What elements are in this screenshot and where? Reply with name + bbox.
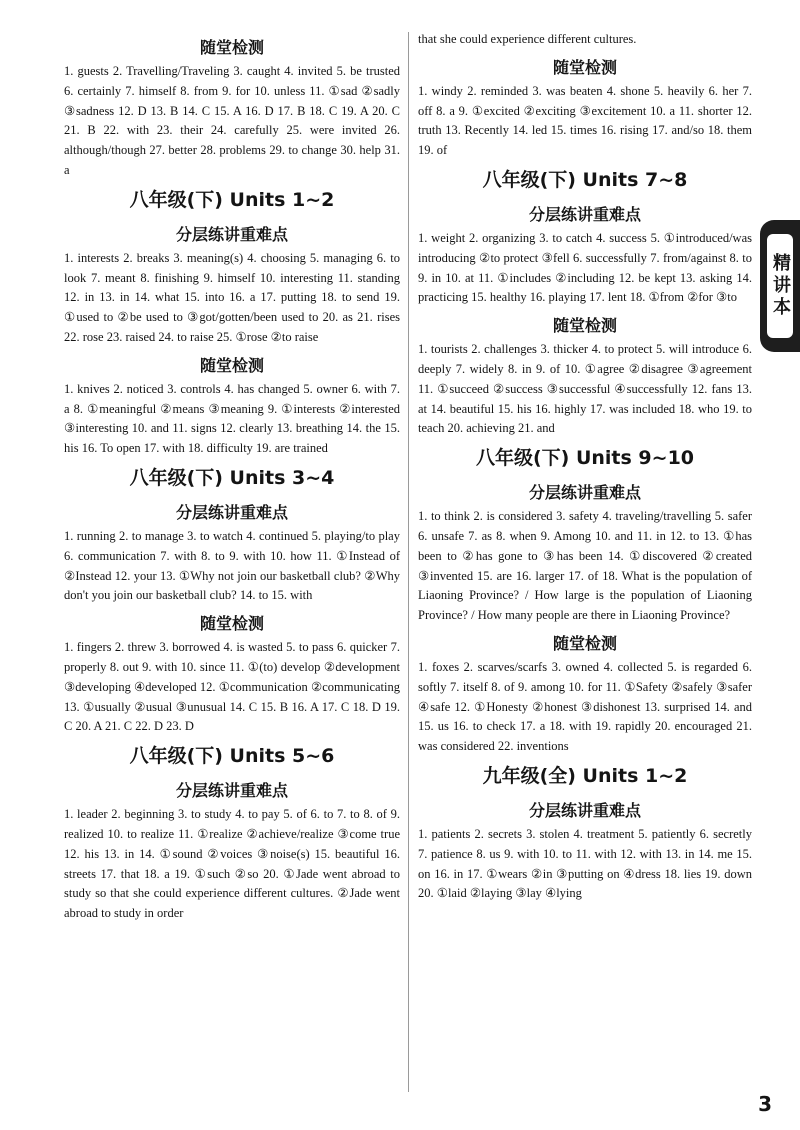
left-column: [64, 30, 400, 924]
section-heading: 随堂检测: [199, 38, 264, 57]
answer-block: 1. tourists 2. challenges 3. thicker 4. to protect 5. will introduce 6. deeply 7. widely 8. in 9. of 10. ①agree ②disagree ③agreement 11. ①succeed ②success ③successful ④successfully 12. fans 13. at 14. beautiful 15. his 16. highly 17. was included 18. who 19. to teach 20. achieving 21. and: [418, 342, 752, 436]
section-heading: 随堂检测: [552, 633, 617, 653]
section-heading: 分层练讲重难点: [528, 483, 641, 503]
right-column: [418, 30, 752, 904]
answer-block: 1. running 2. to manage 3. to watch 4. continued 5. playing/to play 6. communication 7. with 8. to 9. with 10. how 11. ①Instead of ②Instead 12. your 13. ①Why not join our basketball club? ②Why don't you join our basketball club? 14. to 15. with: [64, 528, 400, 603]
column-divider: [408, 32, 409, 1092]
answer-block: 1. weight 2. organizing 3. to catch 4. success 5. ①introduced/was introducing ②to protect ③fell 6. successfully 7. from/against 8. to 9. in 10. at 11. ①includes ②including 12. be kept 13. asking 14. practicing 15. healthy 16. playing 17. lent 18. ①from ②for ③to: [418, 230, 752, 305]
side-tab: [760, 220, 800, 352]
answer-block: 1. fingers 2. threw 3. borrowed 4. is wasted 5. to pass 6. quicker 7. properly 8. out 9. with 10. since 11. ①(to) develop ②development ③developing ④developed 12. ①communication ②communicating 13. ①usually ②usual ③unusual 14. C 15. B 16. A 17. C 18. D 19. C 20. A 21. C 22. D 23. D: [64, 640, 400, 734]
answer-block: 1. knives 2. noticed 3. controls 4. has changed 5. owner 6. with 7. a 8. ①meaningful ②means ③meaning 9. ①interests ②interested ③interesting 10. and 11. signs 12. clearly 13. breathing 14. the 15. his 16. To open 17. with 18. difficulty 19. are trained: [64, 381, 400, 456]
answer-block: 1. interests 2. breaks 3. meaning(s) 4. choosing 5. managing 6. to look 7. meant 8. finishing 9. himself 10. interesting 11. standing 12. in 13. in 14. what 15. into 16. a 17. putting 18. to send 19. ①used to ②be used to ③got/gotten/been used to 20. as 21. rises 22. rose 23. raised 24. to raise 25. ①rose ②to raise: [64, 250, 400, 344]
unit-heading: 八年级(下) Units 5~6: [129, 745, 335, 768]
side-tab-label: 精讲本: [767, 234, 793, 338]
answer-block: 1. foxes 2. scarves/scarfs 3. owned 4. collected 5. is regarded 6. softly 7. itself 8. of 9. among 10. for 11. ①Safety ②safely ③safer ④safe 12. ①Honesty ②honest ③dishonest 13. surprised 14. and 15. us 16. to check 17. a 18. with 19. rapidly 20. encouraged 21. was considered 22. inventions: [418, 659, 752, 754]
answer-block: 1. windy 2. reminded 3. was beaten 4. shone 5. heavily 6. her 7. off 8. a 9. ①excited ②exciting ③excitement 10. a 11. shorter 12. truth 13. Recently 14. led 15. times 16. rising 17. and/so 18. them 19. of: [418, 83, 752, 158]
section-heading: 随堂检测: [199, 355, 264, 375]
section-heading: 分层练讲重难点: [175, 781, 288, 801]
section-heading: 随堂检测: [552, 57, 617, 77]
answer-block: 1. leader 2. beginning 3. to study 4. to pay 5. of 6. to 7. to 8. of 9. realized 10. to realize 11. ①realize ②achieve/realize ③come true 12. his 13. in 14. ①sound ②voices ③noise(s) 15. beautiful 16. streets 17. that 18. a 19. ①such ②so 20. ①Jade went abroad to study so that she could experience different cultures. ②Jade went abroad to study in order: [64, 807, 400, 921]
section-heading: 随堂检测: [552, 316, 617, 336]
unit-heading: 八年级(下) Units 9~10: [475, 447, 695, 470]
answer-block: that she could experience different cultures.: [418, 32, 637, 46]
unit-heading: 九年级(全) Units 1~2: [482, 764, 688, 787]
answer-block: 1. guests 2. Travelling/Traveling 3. caught 4. invited 5. be trusted 6. certainly 7. himself 8. from 9. for 10. unless 11. ①sad ②sadly ③sadness 12. D 13. B 14. C 15. A 16. D 17. B 18. C 19. A 20. C 21. B 22. with 23. their 24. carefully 25. were invited 26. although/though 27. better 28. problems 29. to change 30. help 31. a: [64, 64, 400, 177]
section-heading: 分层练讲重难点: [175, 224, 288, 244]
unit-heading: 八年级(下) Units 7~8: [482, 168, 688, 191]
unit-heading: 八年级(下) Units 3~4: [129, 466, 335, 489]
section-heading: 分层练讲重难点: [528, 204, 641, 224]
answer-block: 1. patients 2. secrets 3. stolen 4. treatment 5. patiently 6. secretly 7. patience 8. us 9. with 10. to 11. with 12. with 13. in 14. me 15. on 16. in 17. ①wears ②in ③putting on ④dress 18. lies 19. down 20. ①laid ②laying ③lay ④lying: [418, 826, 752, 901]
section-heading: 分层练讲重难点: [528, 800, 641, 820]
answer-block: 1. to think 2. is considered 3. safety 4. traveling/travelling 5. safer 6. unsafe 7. as 8. when 9. Among 10. and 11. in 12. to 13. ①has been to ②has gone to ③has been 14. ①discovered ②created ③invented 15. are 16. larger 17. of 18. What is the population of Liaoning Province? / How large is the population of Liaoning Province? / How many people are there in Liaoning Province?: [418, 509, 752, 623]
page-number: 3: [758, 1092, 772, 1116]
section-heading: 分层练讲重难点: [175, 502, 288, 522]
unit-heading: 八年级(下) Units 1~2: [129, 188, 335, 211]
section-heading: 随堂检测: [199, 614, 264, 634]
